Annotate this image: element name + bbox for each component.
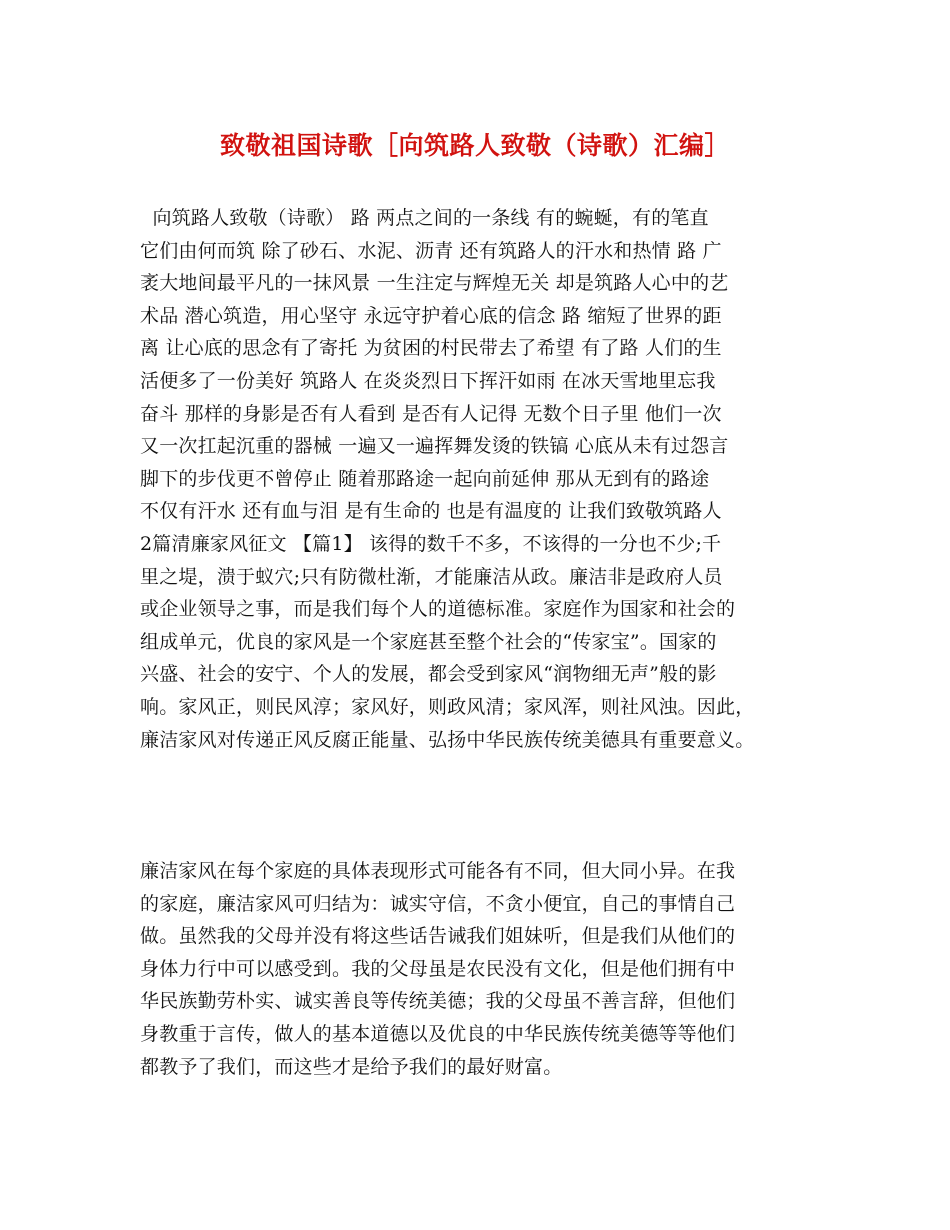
document-title: 致敬祖国诗歌［向筑路人致敬（诗歌）汇编］ [219, 131, 730, 160]
text-line: 脚下的步伐更不曾停止 随着那路途一起向前延伸 那从无到有的路途 [140, 467, 710, 490]
text-line: 身体力行中可以感受到。我的父母虽是农民没有文化，但是他们拥有中 [140, 957, 736, 980]
paragraph-2 [140, 855, 820, 1083]
text-line: 奋斗 那样的身影是否有人看到 是否有人记得 无数个日子里 他们一次 [140, 402, 722, 425]
text-line: 活便多了一份美好 筑路人 在炎炎烈日下挥汗如雨 在冰天雪地里忘我 [140, 369, 716, 392]
text-line: 响。家风正，则民风淳；家风好，则政风清；家风浑，则社风浊。因此， [140, 695, 755, 718]
text-line: 都教予了我们，而这些才是给予我们的最好财富。 [140, 1055, 563, 1078]
text-line: 廉洁家风对传递正风反腐正能量、弘扬中华民族传统美德具有重要意义。 [140, 728, 755, 751]
text-line: 不仅有汗水 还有血与泪 是有生命的 也是有温度的 让我们致敬筑路人 [140, 500, 722, 523]
text-line: 向筑路人致敬（诗歌） 路 两点之间的一条线 有的蜿蜒，有的笔直 [140, 207, 709, 229]
text-line: 离 让心底的思念有了寄托 为贫困的村民带去了希望 有了路 人们的生 [140, 337, 722, 360]
text-line: 或企业领导之事，而是我们每个人的道德标准。家庭作为国家和社会的 [140, 598, 736, 621]
paragraph-1 [140, 202, 820, 756]
text-line: 做。虽然我的父母并没有将这些话告诫我们姐妹听，但是我们从他们的 [140, 925, 736, 948]
text-line: 廉洁家风在每个家庭的具体表现形式可能各有不同，但大同小异。在我 [140, 860, 736, 882]
text-line: 袤大地间最平凡的一抹风景 一生注定与辉煌无关 却是筑路人心中的艺 [140, 272, 729, 295]
text-line: 兴盛、社会的安宁、个人的发展，都会受到家风“润物细无声”般的影 [140, 663, 717, 686]
text-line: 的家庭，廉洁家风可归结为：诚实守信，不贪小便宜，自己的事情自己 [140, 892, 736, 915]
text-line: 2篇清廉家风征文 【篇1】 该得的数千不多，不该得的一分也不少;千 [140, 532, 722, 555]
text-line: 华民族勤劳朴实、诚实善良等传统美德；我的父母虽不善言辞，但他们 [140, 990, 736, 1013]
text-line: 术品 潜心筑造，用心坚守 永远守护着心底的信念 路 缩短了世界的距 [140, 304, 722, 327]
text-line: 它们由何而筑 除了砂石、水泥、沥青 还有筑路人的汗水和热情 路 广 [140, 239, 722, 262]
text-line: 组成单元，优良的家风是一个家庭甚至整个社会的“传家宝”。国家的 [140, 630, 717, 653]
text-line: 又一次扛起沉重的器械 一遍又一遍挥舞发烫的铁镐 心底从未有过怨言 [140, 435, 729, 458]
text-line: 里之堤，溃于蚁穴;只有防微杜渐，才能廉洁从政。廉洁非是政府人员 [140, 565, 723, 588]
text-line: 身教重于言传，做人的基本道德以及优良的中华民族传统美德等等他们 [140, 1022, 736, 1045]
